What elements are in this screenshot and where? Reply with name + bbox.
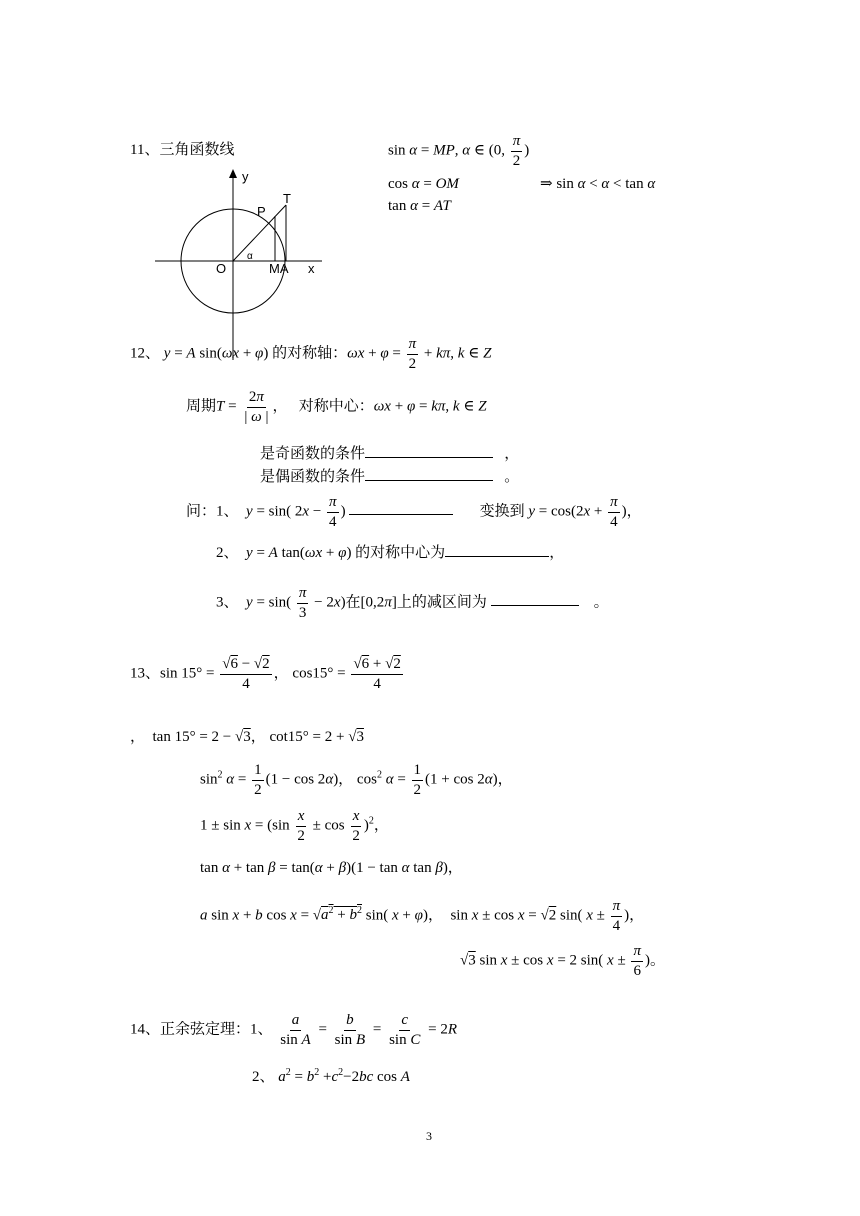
section-13-line2: ， tan 15° = 2 − √3， cot15° = 2 + √3 [130,729,364,745]
section-13-line1: 13、sin 15° = $\frac{√6 - √2}{4}$ ， cos15° = $\frac{√6 + √2}{4}$ [130,656,401,692]
formula-inequality: ⇒ sin α < α < tan α [540,176,656,192]
auxiliary-angle-line: a sin x + b $\cos x = √a^2 + b^2$ sin( x + φ)， sin x ± cos x = √2 sin( x ± $\frac{\pi}{4}$ )， [200,898,645,934]
unit-circle-diagram [150,165,340,360]
question-2: 2、 y = A tan(ωx + φ) 的对称中心为 ， [216,545,565,561]
question-1: 问：1、 y = sin( 2x − $\frac{\pi}{4}$ ) 变换到 y = cos(2x + $\frac{\pi}{4}$ )， [186,494,642,530]
question-2-blank[interactable] [445,556,549,557]
label-x: x [308,261,315,276]
even-condition-blank[interactable] [365,480,493,481]
odd-condition-blank[interactable] [365,457,493,458]
y-axis-arrow [229,169,237,178]
half-angle-line: 1 ± sin x = (sin $\frac{x}{2}$ ± cos $\frac{x}{2}$ )$^2$， [200,808,389,844]
section-14-title: 14、正余弦定理：1、 [130,1021,273,1038]
label-ma: MA [269,261,289,276]
sqrt3-line: √3 sin x ± cos x = 2 sin( x ± $\frac{\pi}{6}$ )。 [460,943,665,979]
even-condition-line [260,470,519,485]
tan-sum-line: tan α + tan β = tan(α + β)(1 − tan α tan β)， [200,860,463,876]
formula-tan-at: tan α = AT [388,198,451,214]
section-12-line: 12、 y = A sin(ωx + φ) 的对称轴：ωx + φ = $\frac{\pi}{2}$ + kπ, k ∈ Z [130,336,492,372]
double-angle-line: $\sin^2 \alpha$ = $\frac{1}{2}$ (1 − cos 2α)， $\cos^2 \alpha$ = $\frac{1}{2}$ (1 + cos 2α)， [200,762,513,798]
law-of-cosines-line: 2、 $a^2 = b^2 +c^2-2bc$ cos A [252,1067,410,1085]
question-3-blank[interactable] [491,605,579,606]
formula-sin-mp: sin α = MP, α ∈ (0, $\frac{\pi}{2}$ ) [388,133,530,169]
even-period-mark: 。 [504,469,520,485]
odd-condition-line [260,447,519,462]
period-center-line: 周期T = $\frac{2\pi}{| \omega |}$ ， 对称中心：ωx + φ = kπ, k ∈ Z [186,389,487,425]
formula-cos-om: cos α = OM [388,176,459,192]
label-p: P [257,204,266,219]
section-11-title: 11、三角函数线 [130,142,235,158]
question-3: 3、 y = sin( $\frac{\pi}{3}$ − 2x)在[0,2π]上的减区间为 。 [216,585,609,621]
question-1-blank[interactable] [349,514,453,515]
law-of-sines-line: 14、正余弦定理：1、 $\frac{a}{\text{sin A}}$ = $\frac{b}{\text{sin B}}$ = $\frac{c}{\text{sin C}}$ = 2R [130,1012,457,1048]
odd-comma: ， [504,446,520,462]
label-t: T [283,191,291,206]
law-2-label: 2、 [252,1069,275,1085]
label-o: O [216,261,227,276]
label-y: y [242,169,249,184]
even-condition-label: 是偶函数的条件 [260,469,366,485]
odd-condition-label: 是奇函数的条件 [260,446,366,462]
page-number: 3 [426,1129,432,1143]
label-alpha: α [247,251,253,262]
